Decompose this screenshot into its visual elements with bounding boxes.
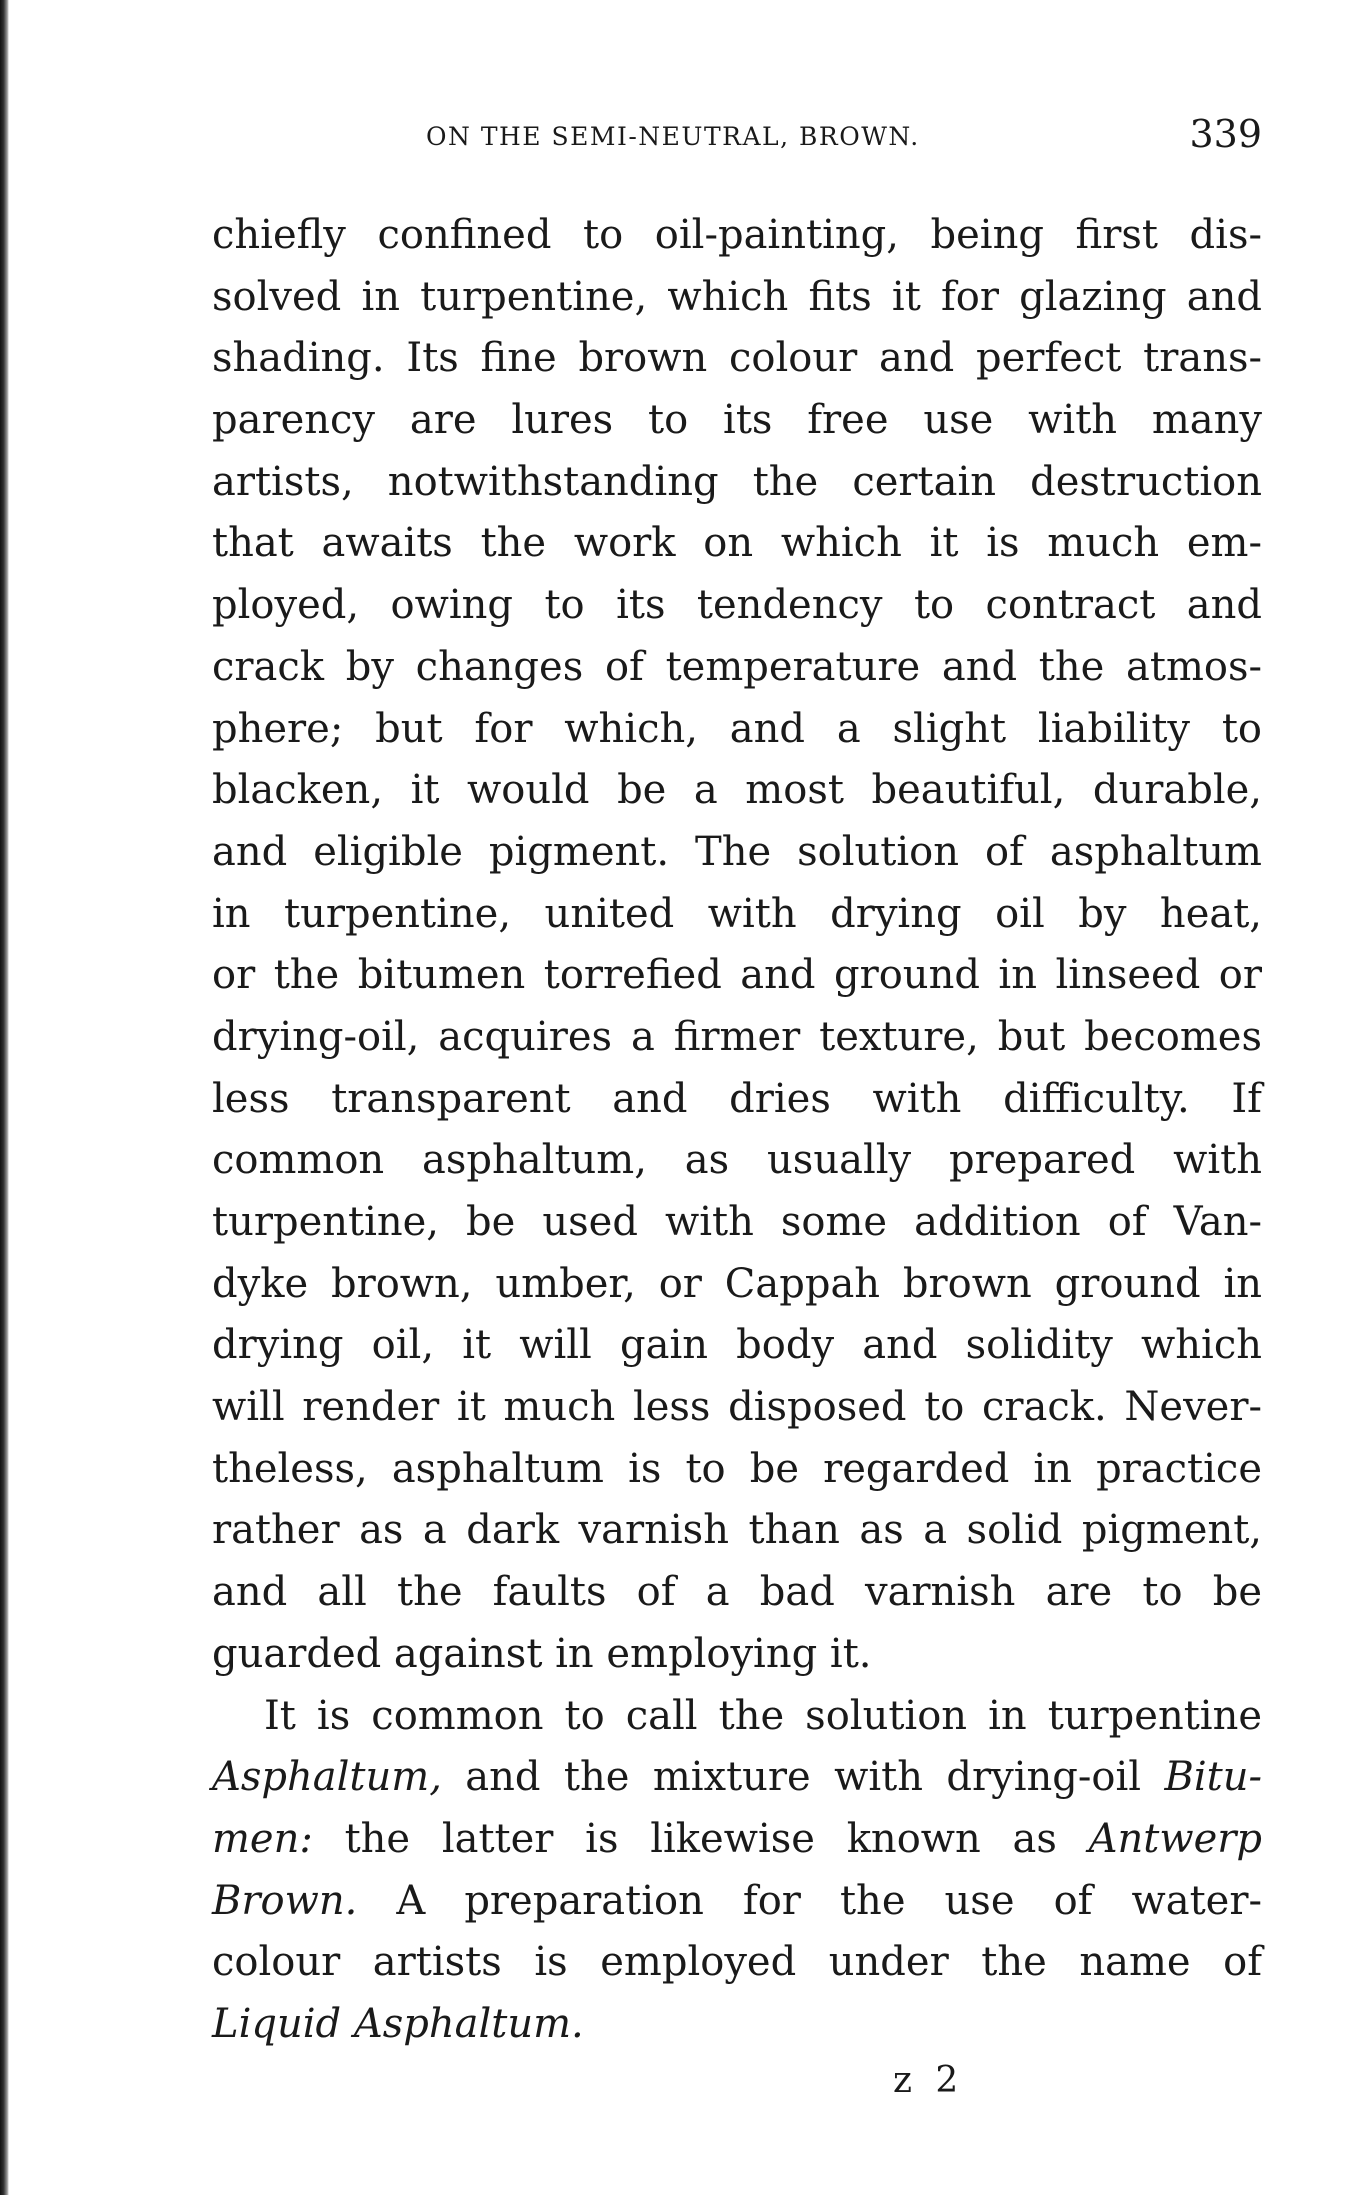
text-line: that awaits the work on which it is much em- [212, 520, 1262, 567]
text-line: or the bitumen torrefied and ground in linseed or [212, 952, 1262, 999]
signature-mark: z 2 [893, 2060, 965, 2101]
text-line: drying-oil, acquires a firmer texture, but becomes [212, 1013, 1262, 1060]
text-line [212, 1809, 1262, 1871]
text-line: dyke brown, umber, or Cappah brown ground in [212, 1260, 1262, 1307]
text-line [212, 1747, 1262, 1809]
text-line: drying oil, it will gain body and solidity which [212, 1322, 1262, 1369]
text-line: solved in turpentine, which fits it for glazing and [212, 273, 1262, 320]
text-line: It is common to call the solution in turpentine [264, 1692, 1262, 1739]
italic-term: Asphaltum, [212, 1754, 442, 1801]
text-line [212, 1871, 1262, 1933]
text-line: theless, asphaltum is to be regarded in practice [212, 1445, 1262, 1492]
text-line: colour artists is employed under the name of [212, 1939, 1262, 1986]
text-line: will render it much less disposed to crack. Never- [212, 1384, 1262, 1431]
text-line: parency are lures to its free use with many [212, 397, 1262, 444]
running-title: ON THE SEMI-NEUTRAL, BROWN. [426, 122, 920, 151]
italic-term: men: [212, 1815, 313, 1862]
text-line: turpentine, be used with some addition of Van- [212, 1199, 1262, 1245]
page-header [212, 112, 1262, 162]
text-line: less transparent and dries with difficulty. If [212, 1075, 1262, 1122]
text-line [212, 1994, 1262, 2056]
text-line: crack by changes of temperature and the atmos- [212, 643, 1262, 690]
text-line: phere; but for which, and a slight liability to [212, 705, 1262, 752]
text-run: the latter is likewise known as [312, 1815, 1089, 1862]
text-line: artists, notwithstanding the certain destruction [212, 458, 1262, 505]
italic-term: Antwerp [1088, 1815, 1262, 1862]
text-line: and eligible pigment. The solution of asphaltum [212, 828, 1262, 875]
book-spine-edge [0, 0, 9, 2195]
text-line: blacken, it would be a most beautiful, durable, [212, 767, 1262, 814]
text-line: ployed, owing to its tendency to contract and [212, 582, 1262, 629]
text-line: guarded against in employing it. [212, 1630, 872, 1677]
text-line: in turpentine, united with drying oil by heat, [212, 890, 1262, 937]
text-run: A preparation for the use of water- [357, 1877, 1262, 1924]
page-number: 339 [1189, 112, 1262, 156]
text-line: chiefly confined to oil-painting, being first dis- [212, 212, 1262, 258]
italic-term: Brown. [212, 1877, 358, 1924]
text-line: and all the faults of a bad varnish are to be [212, 1569, 1262, 1616]
italic-term: Liquid Asphaltum. [212, 2000, 584, 2047]
text-line: rather as a dark varnish than as a solid pigment, [212, 1507, 1262, 1554]
text-line: common asphaltum, as usually prepared with [212, 1137, 1262, 1184]
text-line: shading. Its fine brown colour and perfect trans- [212, 335, 1262, 382]
page-body [212, 205, 1262, 2056]
text-run: and the mixture with drying-oil [441, 1754, 1165, 1801]
italic-term: Bitu- [1164, 1754, 1262, 1801]
